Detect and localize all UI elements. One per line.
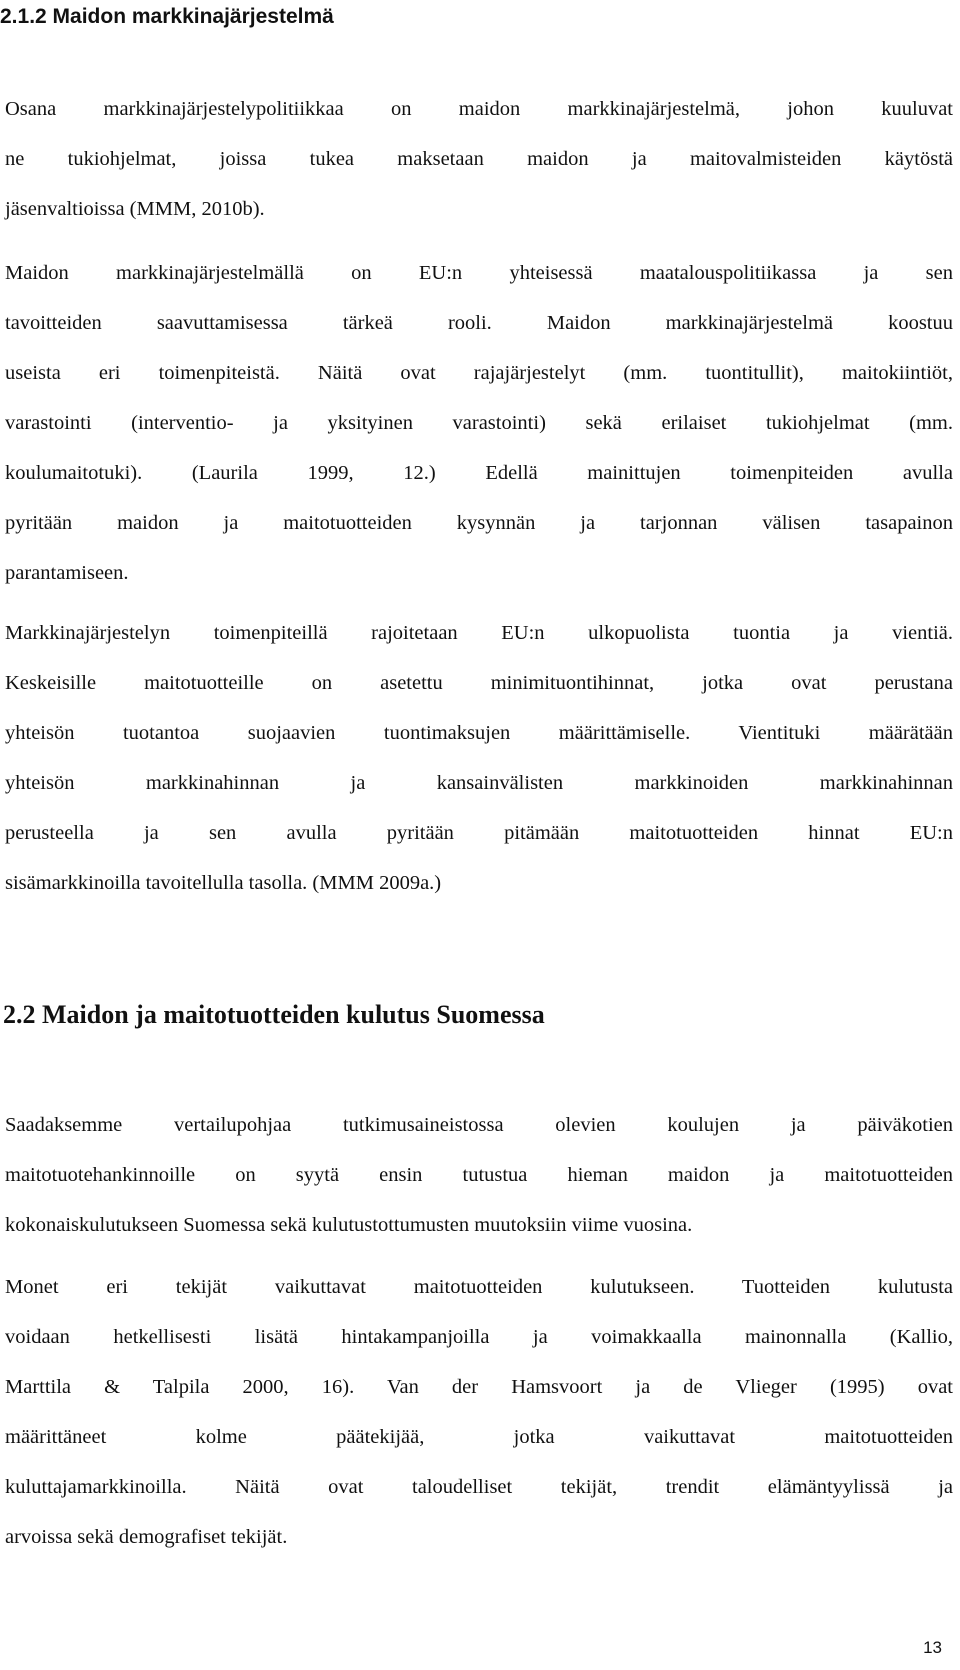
text-line: Saadaksemme vertailupohjaa tutkimusaineistossa olevien koulujen ja päiväkotien [5,1114,953,1136]
section-heading: 2.2 Maidon ja maitotuotteiden kulutus Suomessa [3,1000,545,1029]
text-line: arvoissa sekä demografiset tekijät. [5,1526,288,1548]
page-number: 13 [923,1638,942,1657]
text-line: Maidon markkinajärjestelmällä on EU:n yhteisessä maatalouspolitiikassa ja sen [5,262,953,284]
text-line: sisämarkkinoilla tavoitellulla tasolla. (MMM 2009a.) [5,872,442,894]
text-line: parantamiseen. [5,562,129,584]
paragraph [5,248,953,598]
text-line: Markkinajärjestelyn toimenpiteillä rajoitetaan EU:n ulkopuolista tuontia ja vientiä. [5,622,953,644]
text-line: kuluttajamarkkinoilla. Näitä ovat taloudelliset tekijät, trendit elämäntyylissä ja [5,1476,953,1498]
text-line: pyritään maidon ja maitotuotteiden kysynnän ja tarjonnan välisen tasapainon [5,512,953,534]
text-line: varastointi (interventio- ja yksityinen varastointi) sekä erilaiset tukiohjelmat (mm. [5,412,953,434]
paragraph [5,1100,953,1250]
paragraph [5,608,953,908]
section-heading: 2.1.2 Maidon markkinajärjestelmä [0,5,334,28]
text-line: tavoitteiden saavuttamisessa tärkeä rooli. Maidon markkinajärjestelmä koostuu [5,312,953,334]
text-line: perusteella ja sen avulla pyritään pitämään maitotuotteiden hinnat EU:n [5,822,953,844]
text-line: määrittäneet kolme päätekijää, jotka vaikuttavat maitotuotteiden [5,1426,953,1448]
text-line: yhteisön markkinahinnan ja kansainvälisten markkinoiden markkinahinnan [5,772,953,794]
text-line: koulumaitotuki). (Laurila 1999, 12.) Edellä mainittujen toimenpiteiden avulla [5,462,953,484]
text-line: ne tukiohjelmat, joissa tukea maksetaan maidon ja maitovalmisteiden käytöstä [5,148,953,170]
text-line: yhteisön tuotantoa suojaavien tuontimaksujen määrittämiselle. Vientituki määrätään [5,722,953,744]
text-line: Marttila & Talpila 2000, 16). Van der Hamsvoort ja de Vlieger (1995) ovat [5,1376,953,1398]
text-line: kokonaiskulutukseen Suomessa sekä kulutustottumusten muutoksiin viime vuosina. [5,1214,693,1236]
text-line: Monet eri tekijät vaikuttavat maitotuotteiden kulutukseen. Tuotteiden kulutusta [5,1276,953,1298]
text-line: Osana markkinajärjestelypolitiikkaa on maidon markkinajärjestelmä, johon kuuluvat [5,98,953,120]
text-line: maitotuotehankinnoille on syytä ensin tutustua hieman maidon ja maitotuotteiden [5,1164,953,1186]
text-line: Keskeisille maitotuotteille on asetettu minimituontihinnat, jotka ovat perustana [5,672,953,694]
text-line: voidaan hetkellisesti lisätä hintakampanjoilla ja voimakkaalla mainonnalla (Kallio, [5,1326,953,1348]
text-line: useista eri toimenpiteistä. Näitä ovat rajajärjestelyt (mm. tuontitullit), maitokiintiöt, [5,362,953,384]
paragraph [5,84,953,234]
paragraph [5,1262,953,1562]
text-line: jäsenvaltioissa (MMM, 2010b). [5,198,265,220]
